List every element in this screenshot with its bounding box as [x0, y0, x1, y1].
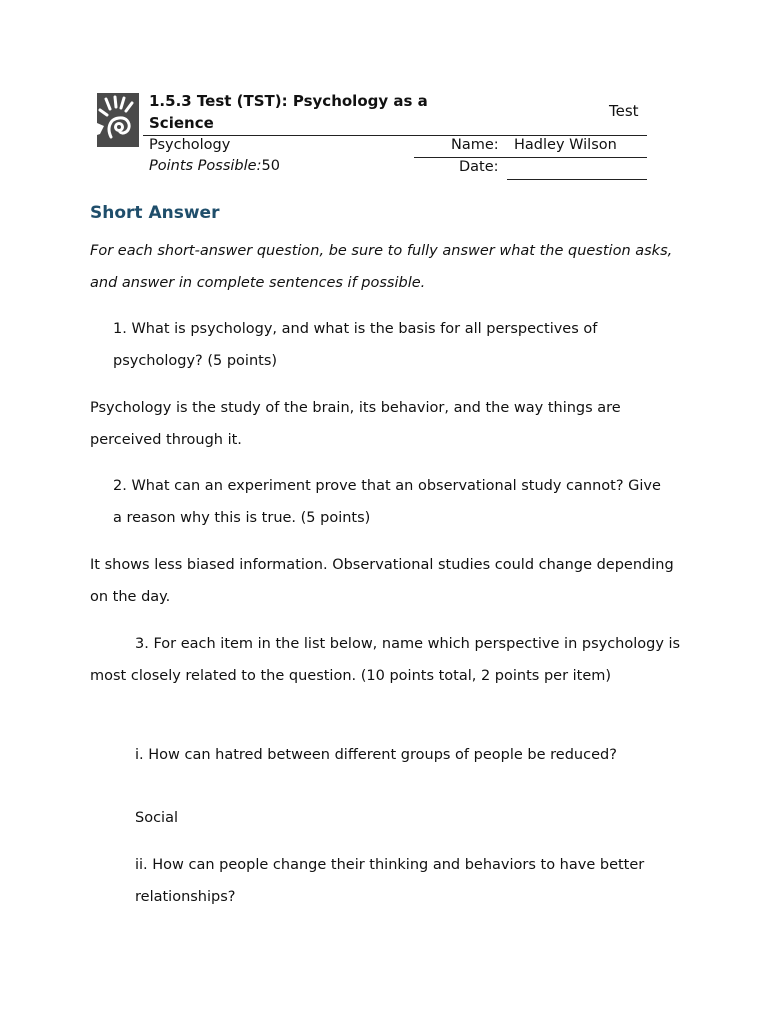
name-field[interactable]: Hadley Wilson	[514, 137, 617, 153]
question-3-item-i-text: i. How can hatred between different groups of people be reduced?	[135, 747, 617, 763]
name-label: Name:	[451, 137, 499, 153]
document-title: 1.5.3 Test (TST): Psychology as a Science	[149, 92, 428, 132]
question-3-item-ii-text: ii. How can people change their thinking and behaviors to have better relationships?	[135, 857, 645, 905]
question-3-text: 3. For each item in the list below, name which perspective in psychology is most closely related to the question. (10 points total, 2 points per item)	[90, 636, 681, 684]
question-2-text: 2. What can an experiment prove that an observational study cannot? Give a reason why this is true. (5 points)	[113, 478, 661, 526]
date-field[interactable]	[510, 158, 645, 176]
section-heading: Short Answer	[90, 203, 220, 223]
answer-2-text[interactable]: It shows less biased information. Observational studies could change depending on the day.	[90, 557, 674, 605]
answer-1-text[interactable]: Psychology is the study of the brain, its behavior, and the way things are perceived through it.	[90, 400, 621, 448]
date-underline	[507, 179, 647, 180]
sunburst-head-logo-icon	[97, 93, 139, 147]
date-label: Date:	[459, 159, 499, 175]
document-type: Test	[609, 102, 639, 120]
answer-3-item-i-text[interactable]: Social	[135, 810, 178, 826]
subject-label: Psychology	[149, 137, 231, 153]
question-1-text: 1. What is psychology, and what is the basis for all perspectives of psychology? (5 points)	[113, 321, 598, 369]
points-possible-label: Points Possible:	[149, 158, 262, 174]
points-possible-value: 50	[261, 158, 280, 174]
points-possible	[149, 157, 280, 175]
instructions-text: For each short-answer question, be sure to fully answer what the question asks, and answer in complete sentences if possible.	[90, 243, 673, 291]
